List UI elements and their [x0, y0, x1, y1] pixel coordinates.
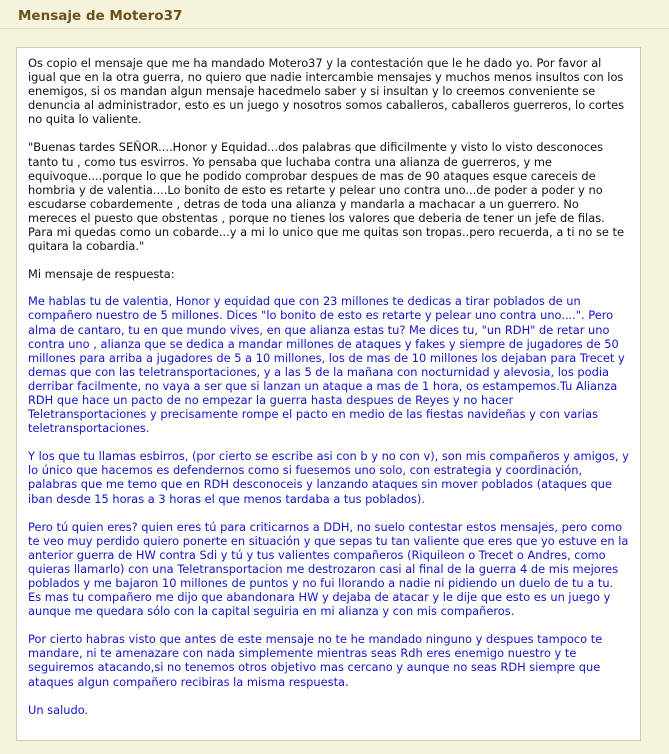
page-title: Mensaje de Motero37 — [18, 8, 183, 24]
reply-sign-off: Un saludo. — [28, 702, 89, 717]
quoted-message: "Buenas tardes SEÑOR....Honor y Equidad...dos palabras que dificilmente y visto lo visto desconoces tanto tu , como tus esvirros. Yo pensaba que luchaba contra una alianza de guerreros, y me equivoque....porque lo que he podido comprobar despues de mas de 90 ataques esque careceis de hombria y de valentia....Lo bonito de esto es retarte y pelear uno contra uno...de poder a poder y no escudarse cobardemente , detras de toda una alianza y mandarla a machacar a un guerrero. No mereces el puesto que obstentas , porque no tienes los valores que deberia de tener un jefe de filas. Para mi quedas como un cobarde...y a mi lo unico que me quitas son tropas..pero recuerda, a ti no se te quitara la cobardia." — [28, 140, 625, 254]
reply-paragraph: Me hablas tu de valentia, Honor y equidad que con 23 millones te dedicas a tirar poblados de un compañero nuestro de 5 millones. Dices "lo bonito de esto es retarte y pelear uno contra uno....". Pero alma de cantaro, tu en que mundo vives, en que alianza estas tu? Me dices tu, "un RDH" de retar uno contra uno , alianza que se dedica a mandar millones de ataques y fakes y siempre de jugadores de 50 millones para arriba a jugadores de 5 a 10 millones, los de mas de 10 millones los dejaban para Trecet y demas que con las teletransportaciones, y a las 5 de la mañana con nocturnidad y alevosia, los podia derribar facilmente, no vaya a ser que si lanzan un ataque a mas de 1 hora, os estampemos.Tu Alianza RDH que hace un pacto de no empezar la guerra hasta despues de Reyes y no hacer Teletransportaciones y precisamente rompe el pacto en medio de las fiestas navideñas y con varias teletransportaciones. — [28, 294, 625, 436]
reply-heading: Mi mensaje de respuesta: — [28, 267, 175, 282]
message-body — [16, 47, 641, 741]
title-divider — [0, 28, 669, 29]
message-intro: Os copio el mensaje que me ha mandado Motero37 y la contestación que le he dado yo. Por favor al igual que en la otra guerra, no quiero que nadie intercambie mensajes y muchos menos insultos con los enemigos, si os mandan algun mensaje hacedmelo saber y si insultan y lo creemos conveniente se denuncia al administrador, esto es un juego y nosotros somos caballeros, caballeros guerreros, lo cortes no quita lo valiente. — [28, 56, 625, 127]
reply-paragraph: Por cierto habras visto que antes de este mensaje no te he mandado ninguno y despues tampoco te mandare, ni te amenazare con nada simplemente mientras seas Rdh eres enemigo nuestro y te seguiremos atacando,si no tenemos otros objetivo mas cercano y aunque no seas RDH siempre que ataques algun compañero recibiras la misma respuesta. — [28, 632, 603, 689]
reply-paragraph: Pero tú quien eres? quien eres tú para criticarnos a DDH, no suelo contestar estos mensajes, pero como te veo muy perdido quiero ponerte en situación y que sepas tu tan valiente que eres que yo estuve en la anterior guerra de HW contra Sdi y tú y tus valientes compañeros (Riquileon o Trecet o Andres, como quieras llamarlo) con una Teletransportacion me destrozaron casi al final de la guerra 4 de mis mejores poblados y me bajaron 10 millones de puntos y no fui llorando a nadie ni pidiendo un duelo de tu a tu. Es mas tu compañero me dijo que abandonara HW y dejaba de atacar y le dije que esto es un juego y aunque me quedara sólo con la capital seguiria en mi alianza y con mis compañeros. — [28, 519, 629, 619]
reply-paragraph: Y los que tu llamas esbirros, (por cierto se escribe asi con b y no con v), son mis compañeros y amigos, y lo único que hacemos es defendernos como si fuesemos uno solo, con estrategia y coordinación, palabras que me temo que en RDH desconoceis y lanzando ataques sin mover poblados (ataques que iban desde 15 horas a 3 horas el que menos tardaba a tus poblados). — [28, 449, 629, 506]
